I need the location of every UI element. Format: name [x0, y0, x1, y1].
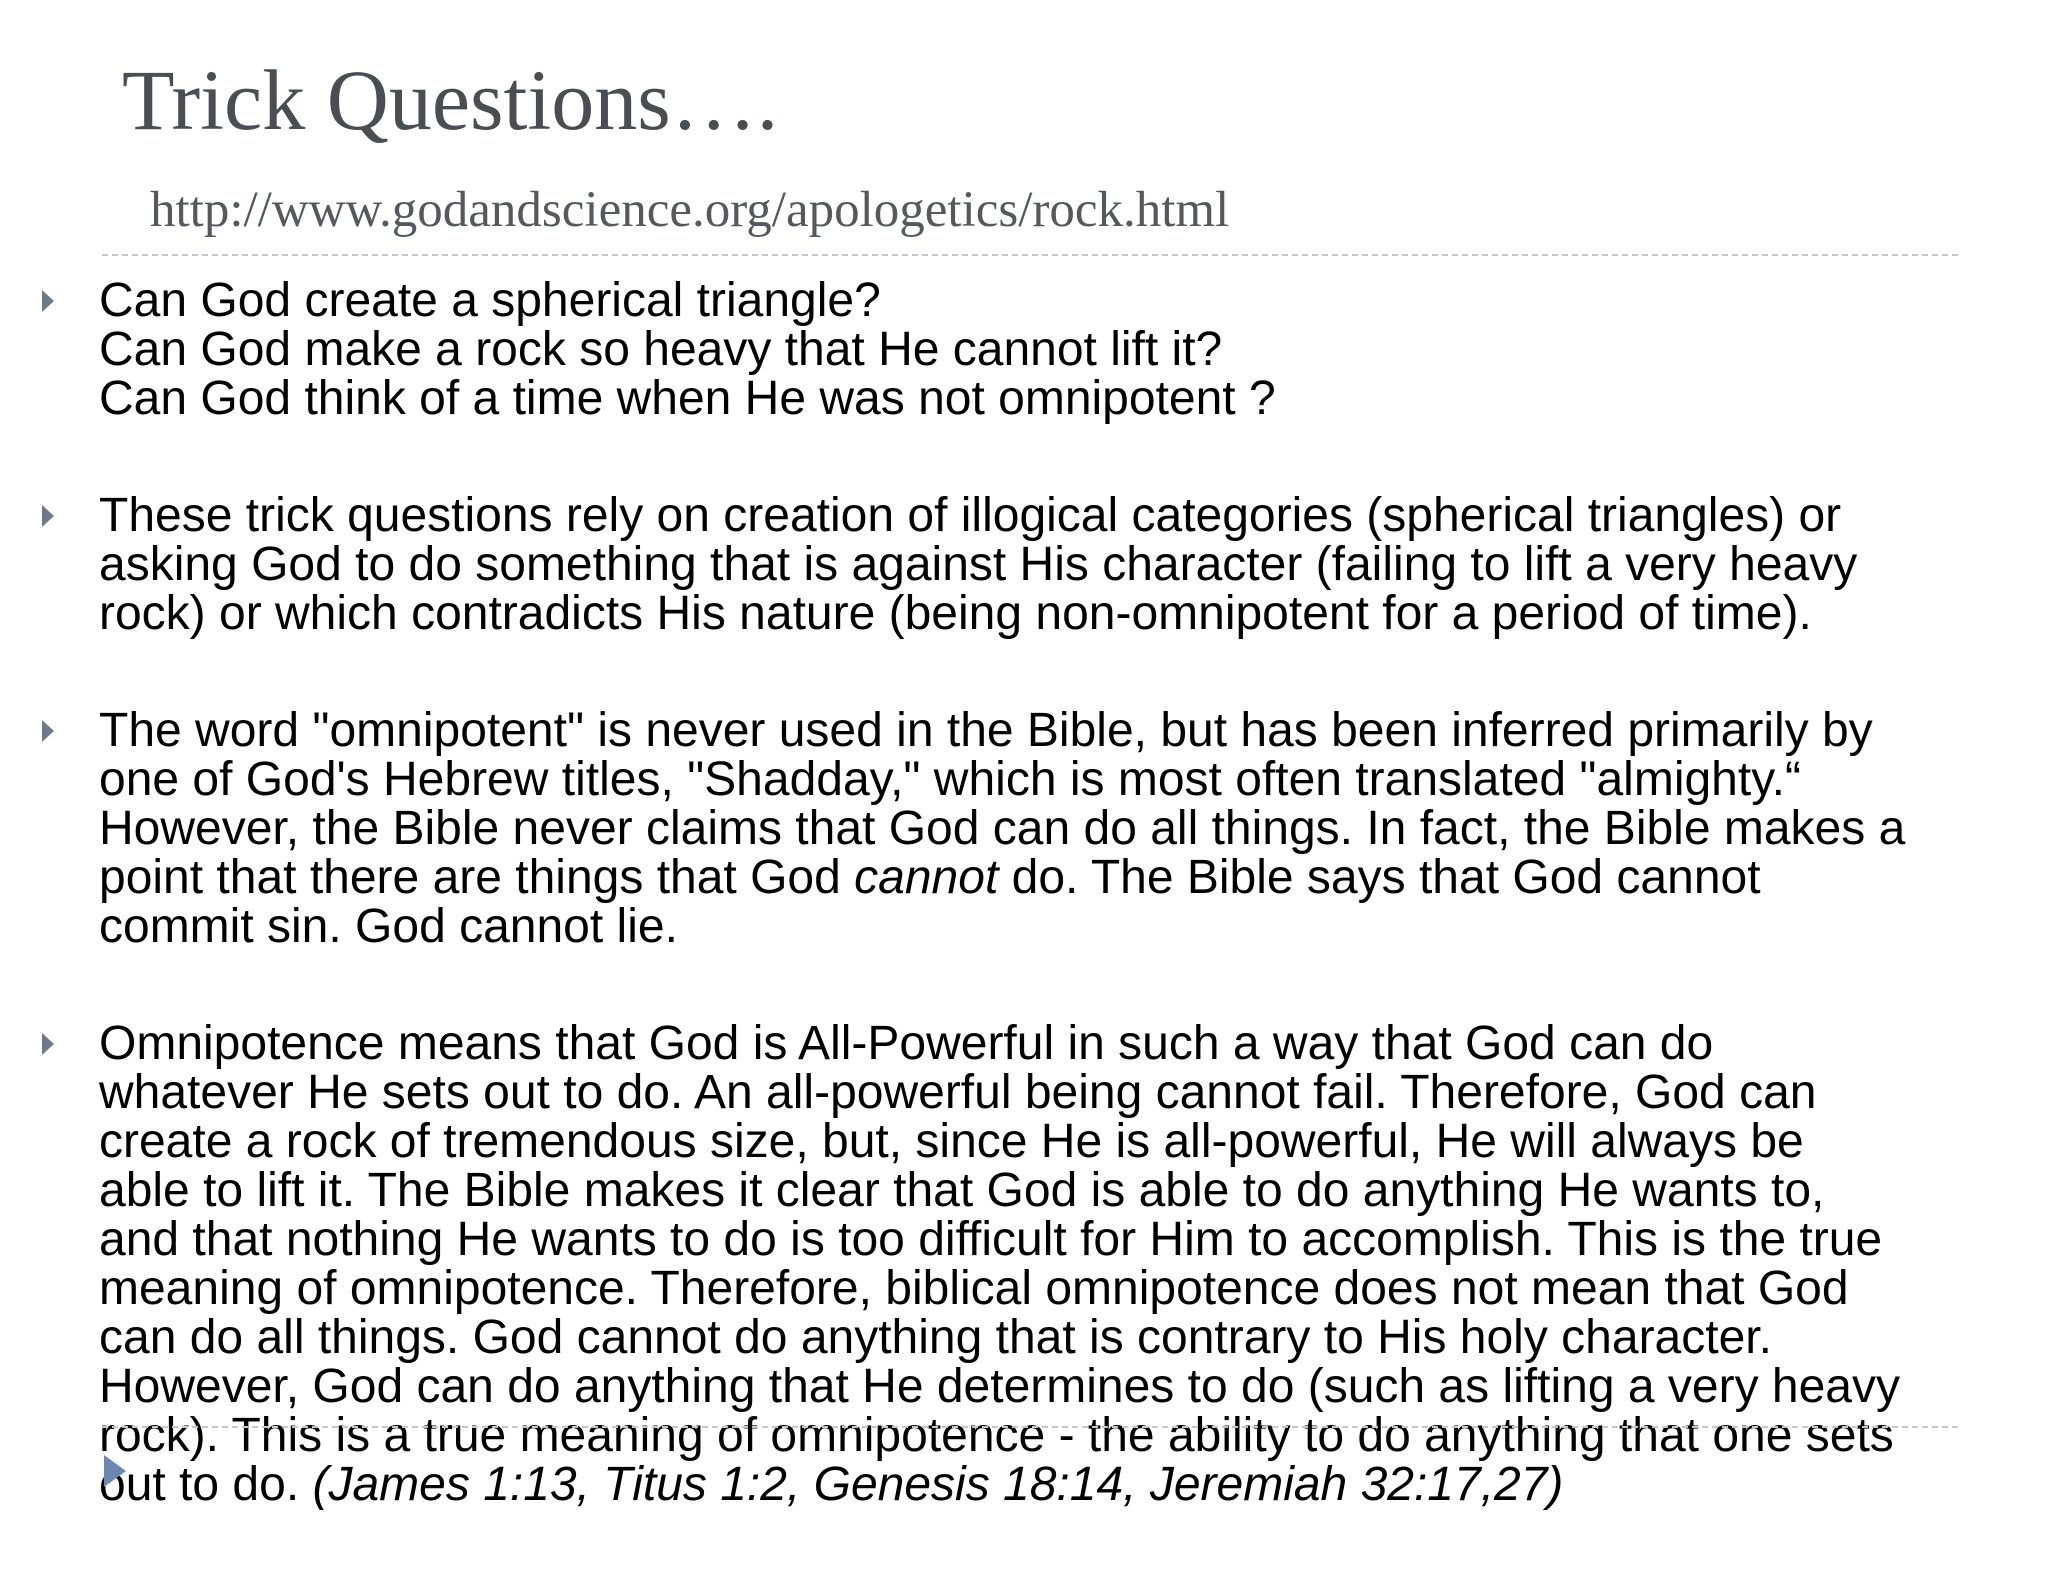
header-divider [102, 254, 1958, 256]
bullet-line: can do all things. God cannot do anything that is contrary to His holy character. [99, 1311, 1772, 1364]
footer-divider [102, 1426, 1958, 1428]
triangle-right-icon [42, 505, 54, 527]
triangle-right-icon [42, 720, 54, 742]
bullet-line: However, the Bible never claims that God can do all things. In fact, the Bible makes a [99, 802, 1906, 855]
bullet-line: whatever He sets out to do. An all-powerful being cannot fail. Therefore, God can [99, 1066, 1817, 1119]
bullet-line: Can God make a rock so heavy that He cannot lift it? [99, 323, 1223, 376]
bullet-line: rock). This is a true meaning of omnipotence - the ability to do anything that one sets [99, 1409, 1894, 1462]
bullet-line: meaning of omnipotence. Therefore, biblical omnipotence does not mean that God [99, 1262, 1849, 1315]
slide-body [0, 276, 2048, 1577]
bullet-line: These trick questions rely on creation of illogical categories (spherical triangles) or [99, 489, 1842, 542]
bullet-line: asking God to do something that is against His character (failing to lift a very heavy [99, 538, 1858, 591]
bullet-line: Can God think of a time when He was not omnipotent ? [99, 372, 1276, 425]
bullet-trick-questions [0, 276, 2048, 423]
bullet-omnipotence-meaning [0, 1019, 2048, 1509]
bullet-line [99, 1460, 2040, 1509]
bullet-line: However, God can do anything that He determines to do (such as lifting a very heavy [99, 1360, 1900, 1413]
bullet-line [99, 853, 2040, 902]
triangle-right-icon [42, 1033, 54, 1055]
bullet-text: point that there are things that God [99, 851, 855, 904]
bullet-line: one of God's Hebrew titles, "Shadday," which is most often translated "almighty.“ [99, 753, 1801, 806]
bullet-line: rock) or which contradicts His nature (being non-omnipotent for a period of time). [99, 587, 1812, 640]
bullet-omnipotent-word [0, 706, 2048, 951]
bullet-text: do. The Bible says that God cannot [998, 851, 1761, 904]
bullet-text: out to do. [99, 1458, 313, 1511]
bullet-line: The word "omnipotent" is never used in the Bible, but has been inferred primarily by [99, 704, 1873, 757]
triangle-right-icon [42, 290, 54, 312]
emphasis-text: cannot [854, 851, 999, 904]
slide-title: Trick Questions…. [122, 52, 779, 148]
scripture-references: (James 1:13, Titus 1:2, Genesis 18:14, Jeremiah 32:17,27) [312, 1458, 1564, 1511]
bullet-line: commit sin. God cannot lie. [99, 900, 678, 953]
next-slide-arrow-icon[interactable] [104, 1455, 126, 1487]
bullet-line: able to lift it. The Bible makes it clear that God is able to do anything He wants to, [99, 1164, 1825, 1217]
bullet-illogical-categories [0, 491, 2048, 638]
bullet-line: Omnipotence means that God is All-Powerful in such a way that God can do [99, 1017, 1714, 1070]
bullet-line: Can God create a spherical triangle? [99, 274, 881, 327]
bullet-line: create a rock of tremendous size, but, since He is all-powerful, He will always be [99, 1115, 1804, 1168]
bullet-line: and that nothing He wants to do is too difficult for Him to accomplish. This is the true [99, 1213, 1883, 1266]
slide-subtitle-url: http://www.godandscience.org/apologetics/rock.html [150, 182, 1230, 238]
